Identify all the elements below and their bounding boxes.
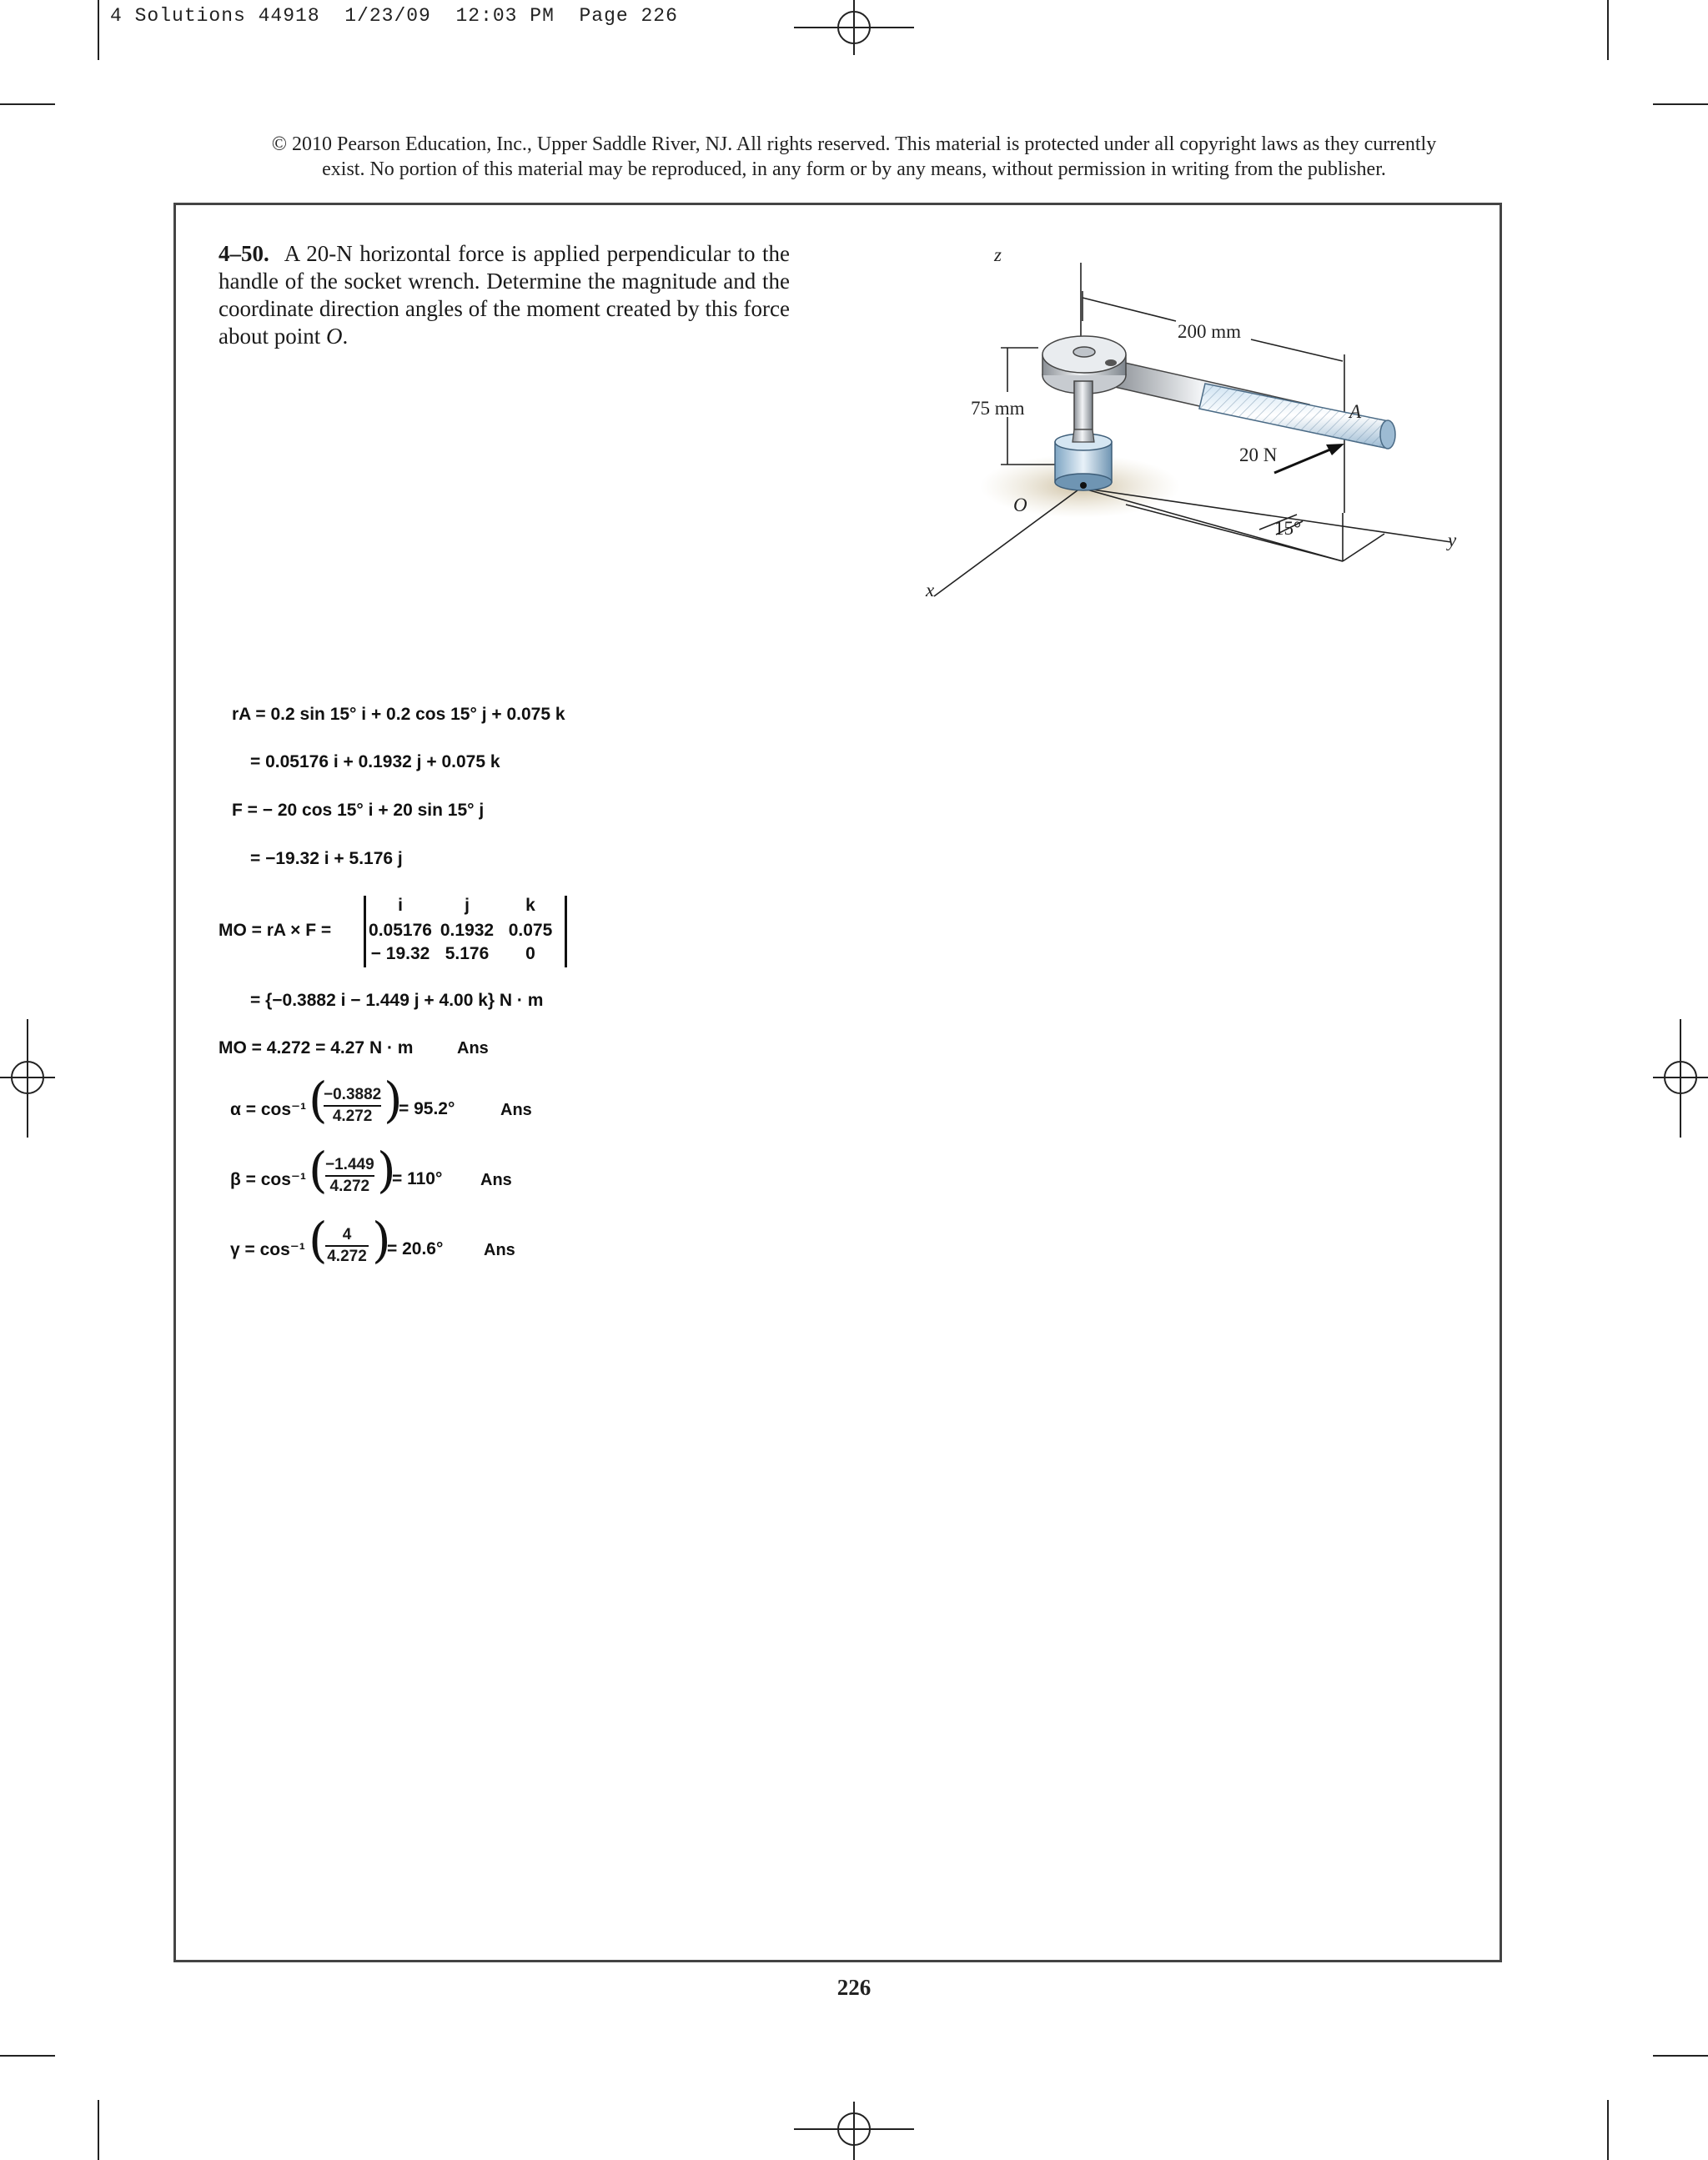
beta-paren-open: ( — [309, 1142, 328, 1198]
determinant-matrix — [364, 896, 567, 967]
beta-fraction — [325, 1156, 374, 1196]
force-arrow — [1274, 444, 1344, 473]
problem-statement — [219, 240, 790, 350]
problem-text: A 20-N horizontal force is applied perpendicular to the handle of the socket wrench. Determine the magnitude and the coordinate direction angles of the moment created by this force about point — [219, 241, 790, 349]
alpha-rhs: = 95.2° — [399, 1099, 455, 1118]
matrix-cell-r3c1: − 19.32 — [370, 944, 430, 963]
matrix-cell-r2c3: 0.075 — [508, 921, 553, 940]
z-axis-label: z — [994, 244, 1002, 265]
beta-lhs: β = cos⁻¹ — [230, 1170, 307, 1189]
solution-line-f-value: = −19.32 i + 5.176 j — [250, 849, 403, 868]
matrix-cell-r2c2: 0.1932 — [440, 921, 495, 940]
matrix-cell-r2c1: 0.05176 — [369, 921, 432, 940]
alpha-paren-close: ) — [384, 1072, 403, 1128]
matrix-cell-r1c1: i — [398, 896, 403, 915]
wrench-extension — [1074, 381, 1093, 429]
solution-line-mo-magnitude: MO = 4.272 = 4.27 N · m — [219, 1038, 414, 1057]
grip-end-cap — [1380, 420, 1395, 449]
problem-number: 4–50. — [219, 241, 269, 266]
x-axis-label: x — [926, 580, 935, 600]
gamma-denominator: 4.272 — [327, 1248, 367, 1265]
matrix-cell-r3c3: 0 — [525, 944, 535, 963]
release-button — [1073, 347, 1095, 357]
answer-label-gamma: Ans — [484, 1241, 515, 1259]
page-number: 226 — [836, 1975, 872, 2000]
angle-label: 15° — [1274, 518, 1302, 539]
gamma-rhs: = 20.6° — [387, 1239, 444, 1258]
alpha-denominator: 4.272 — [332, 1108, 373, 1125]
wrench-diagram — [917, 238, 1468, 605]
wrench-figure — [917, 238, 1468, 605]
answer-label-alpha: Ans — [500, 1101, 532, 1119]
copyright-notice — [0, 132, 1708, 182]
alpha-lhs: α = cos⁻¹ — [230, 1100, 307, 1119]
point-o-label: O — [1013, 495, 1027, 515]
copyright-line-2: exist. No portion of this material may be reproduced, in any form or by any means, without permission in writing from the publisher. — [322, 158, 1386, 180]
problem-text-end: . — [342, 324, 349, 349]
solution-line-ra-value: = 0.05176 i + 0.1932 j + 0.075 k — [250, 752, 500, 771]
copyright-line-1: © 2010 Pearson Education, Inc., Upper Saddle River, NJ. All rights reserved. This material is protected under all copyright laws as they currently — [271, 133, 1437, 155]
point-a-label: A — [1349, 401, 1362, 422]
solution-line-mo-vector: = {−0.3882 i − 1.449 j + 4.00 k} N · m — [250, 991, 544, 1010]
point-o-dot — [1080, 482, 1087, 489]
alpha-fraction — [324, 1086, 381, 1126]
matrix-cell-r1c3: k — [525, 896, 535, 915]
ratchet-switch — [1105, 359, 1117, 366]
printer-slug: 4 Solutions 44918 1/23/09 12:03 PM Page 226 — [110, 5, 678, 27]
dimension-75mm-label: 75 mm — [971, 398, 1025, 419]
gamma-paren-open: ( — [309, 1212, 328, 1268]
gamma-numerator: 4 — [342, 1226, 352, 1243]
beta-numerator: −1.449 — [325, 1156, 374, 1173]
alpha-paren-open: ( — [309, 1072, 328, 1128]
solution-line-f: F = − 20 cos 15° i + 20 sin 15° j — [232, 801, 485, 820]
registration-mark-top — [794, 0, 914, 55]
solution-line-ra: rA = 0.2 sin 15° i + 0.2 cos 15° j + 0.075 k — [232, 705, 565, 724]
solution-line-mo-cross: MO = rA × F = — [219, 921, 332, 940]
answer-label-magnitude: Ans — [457, 1039, 489, 1057]
gamma-fraction — [325, 1226, 369, 1266]
registration-mark-right — [1653, 1019, 1708, 1138]
gamma-paren-close: ) — [372, 1212, 391, 1268]
problem-point: O — [326, 324, 343, 349]
beta-denominator: 4.272 — [329, 1178, 370, 1195]
matrix-cell-r1c2: j — [465, 896, 470, 915]
answer-label-beta: Ans — [480, 1171, 512, 1189]
gamma-lhs: γ = cos⁻¹ — [230, 1240, 305, 1259]
registration-mark-bottom — [794, 2102, 914, 2160]
force-label: 20 N — [1239, 445, 1278, 465]
y-axis-label: y — [1448, 530, 1457, 550]
dimension-200mm-label: 200 mm — [1178, 321, 1242, 342]
beta-paren-close: ) — [377, 1142, 396, 1198]
registration-mark-left — [0, 1019, 55, 1138]
matrix-cell-r3c2: 5.176 — [445, 944, 490, 963]
alpha-numerator: −0.3882 — [324, 1086, 382, 1103]
beta-rhs: = 110° — [392, 1169, 443, 1188]
